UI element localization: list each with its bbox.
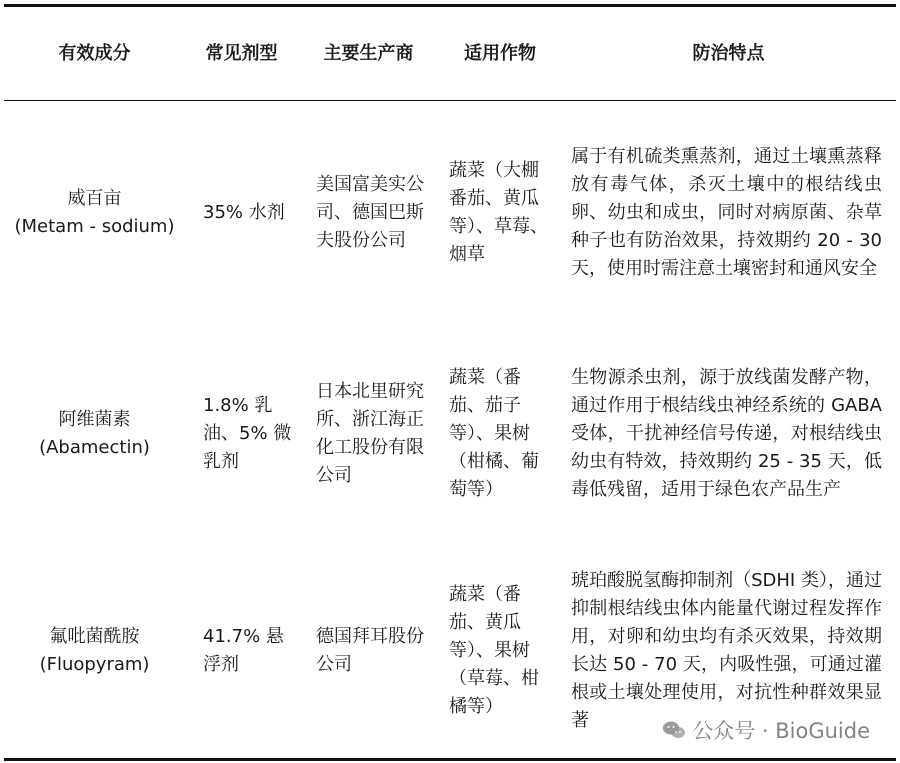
header-formulation: 常见剂型 xyxy=(185,6,298,101)
nematicide-table xyxy=(4,4,896,761)
ingredient-latin-name: (Abamectin) xyxy=(39,436,150,458)
formulation-cell: 35% 水剂 xyxy=(203,201,285,223)
formulation-cell: 41.7% 悬浮剂 xyxy=(203,625,284,675)
header-crops: 适用作物 xyxy=(439,6,561,101)
crops-cell: 蔬菜（番茄、黄瓜等）、果树（草莓、柑橘等） xyxy=(449,583,539,717)
ingredient-cell xyxy=(4,101,185,325)
table-row xyxy=(4,324,896,543)
crops-cell: 蔬菜（番茄、茄子等）、果树（柑橘、葡萄等） xyxy=(449,366,539,500)
ingredient-name: 氟吡菌酰胺 xyxy=(49,625,140,647)
ingredient-latin-name: (Fluopyram) xyxy=(39,653,150,675)
features-cell: 琥珀酸脱氢酶抑制剂（SDHI 类），通过抑制根结线虫体内能量代谢过程发挥作用，对卵和幼虫均有杀灭效果，持效期长达 50 - 70 天，内吸性强，可通过灌根或土壤处理使用，对抗性种群效果显著 xyxy=(571,569,882,731)
ingredient-latin-name: (Metam - sodium) xyxy=(14,215,175,237)
manufacturer-cell: 日本北里研究所、浙江海正化工股份有限公司 xyxy=(316,380,424,486)
pesticide-table-container xyxy=(4,4,896,758)
manufacturer-cell: 美国富美实公司、德国巴斯夫股份公司 xyxy=(316,173,424,251)
features-cell: 生物源杀虫剂，源于放线菌发酵产物，通过作用于根结线虫神经系统的 GABA 受体，干扰神经信号传递，对根结线虫幼虫有特效，持效期约 25 - 35 天，低毒低残留，适用于绿色农产品生产 xyxy=(571,366,882,500)
watermark xyxy=(662,715,870,745)
header-ingredient: 有效成分 xyxy=(4,6,185,101)
watermark-text: 公众号 · BioGuide xyxy=(692,719,870,743)
features-cell: 属于有机硫类熏蒸剂，通过土壤熏蒸释放有毒气体，杀灭土壤中的根结线虫卵、幼虫和成虫，同时对病原菌、杂草种子也有防治效果，持效期约 20 - 30 天，使用时需注意土壤密封和通风安全 xyxy=(571,145,882,279)
header-features: 防治特点 xyxy=(561,6,896,101)
formulation-cell: 1.8% 乳油、5% 微乳剂 xyxy=(203,394,292,472)
ingredient-cell xyxy=(4,324,185,543)
header-row xyxy=(4,6,896,101)
crops-cell: 蔬菜（大棚番茄、黄瓜等）、草莓、烟草 xyxy=(449,159,548,265)
header-manufacturer: 主要生产商 xyxy=(298,6,439,101)
table-row xyxy=(4,101,896,325)
manufacturer-cell: 德国拜耳股份公司 xyxy=(316,625,424,675)
wechat-icon xyxy=(662,720,686,740)
ingredient-name: 威百亩 xyxy=(67,187,122,209)
ingredient-cell xyxy=(4,543,185,760)
ingredient-name: 阿维菌素 xyxy=(58,408,131,430)
